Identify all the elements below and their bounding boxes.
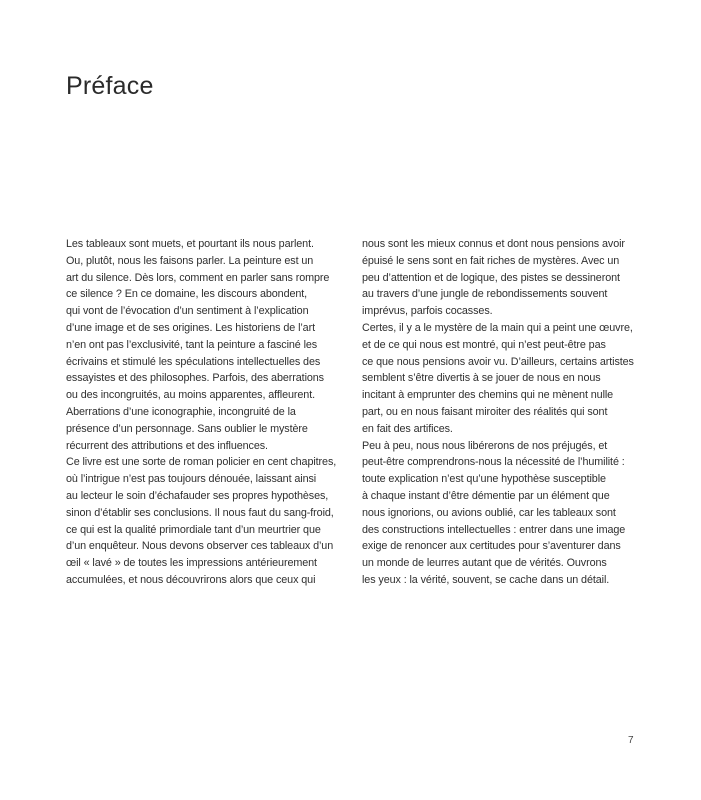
text-line: à chaque instant d’être démentie par un élément que [362, 489, 610, 502]
text-line: Ou, plutôt, nous les faisons parler. La peinture est un [66, 254, 314, 267]
text-column-left [66, 236, 356, 589]
page-number: 7 [628, 735, 634, 746]
text-line: un monde de leurres autant que de vérités. Ouvrons [362, 557, 607, 570]
text-line: accumulées, et nous découvrirons alors que ceux qui [66, 573, 316, 586]
text-line: écrivains et stimulé les spéculations intellectuelles des [66, 355, 321, 368]
text-line: ce silence ? En ce domaine, les discours abondent, [66, 288, 308, 301]
text-line: au travers d’une jungle de rebondissements souvent [362, 288, 608, 301]
text-line: essayistes et des philosophes. Parfois, des aberrations [66, 372, 324, 385]
text-line: où l’intrigue n’est pas toujours dénouée, laissant ainsi [66, 473, 317, 486]
text-line: n’en ont pas l’exclusivité, tant la peinture a fasciné les [66, 338, 318, 351]
text-line: ce qui est la qualité primordiale tant d’un meurtrier que [66, 523, 321, 536]
text-line: exige de renoncer aux certitudes pour s’aventurer dans [362, 540, 621, 553]
text-line: œil « lavé » de toutes les impressions antérieurement [66, 557, 317, 570]
text-line: art du silence. Dès lors, comment en parler sans rompre [66, 271, 330, 284]
text-line: au lecteur le soin d’échafauder ses propres hypothèses, [66, 489, 329, 502]
text-line: peu d’attention et de logique, des pistes se dessineront [362, 271, 620, 284]
text-line: imprévus, parfois cocasses. [362, 305, 493, 318]
text-line: part, ou en nous faisant miroiter des réalités qui sont [362, 405, 608, 418]
text-line: épuisé le sens sont en fait riches de mystères. Avec un [362, 254, 620, 267]
text-line: ce que nous pensions avoir vu. D’ailleurs, certains artistes [362, 355, 634, 368]
text-line: des constructions intellectuelles : entrer dans une image [362, 523, 626, 536]
text-line: semblent s’être divertis à se jouer de nous en nous [362, 372, 601, 385]
text-line: nous sont les mieux connus et dont nous pensions avoir [362, 238, 625, 250]
text-line: d’une image et de ses origines. Les historiens de l’art [66, 321, 315, 334]
text-line: nous ignorions, ou avions oublié, car les tableaux sont [362, 506, 616, 519]
text-line: récurrent des attributions et des influences. [66, 439, 268, 452]
text-line: ou des incongruités, au moins apparentes, affleurent. [66, 389, 315, 402]
text-line: les yeux : la vérité, souvent, se cache dans un détail. [362, 573, 610, 586]
text-column-right [362, 236, 652, 589]
text-line: Ce livre est une sorte de roman policier en cent chapitres, [66, 456, 337, 469]
text-line: qui vont de l’évocation d’un sentiment à l’explication [66, 305, 309, 318]
text-line: en fait des artifices. [362, 422, 453, 435]
text-line: d’un enquêteur. Nous devons observer ces tableaux d’un [66, 540, 334, 553]
text-line: sinon d’établir ses conclusions. Il nous faut du sang-froid, [66, 506, 334, 519]
text-line: Certes, il y a le mystère de la main qui a peint une œuvre, [362, 321, 633, 334]
text-line: Les tableaux sont muets, et pourtant ils nous parlent. [66, 238, 314, 250]
text-line: toute explication n’est qu’une hypothèse susceptible [362, 473, 606, 486]
text-line: Peu à peu, nous nous libérerons de nos préjugés, et [362, 439, 608, 452]
text-line: incitant à emprunter des chemins qui ne mènent nulle [362, 389, 614, 402]
page-title: Préface [66, 72, 154, 100]
text-line: présence d’un personnage. Sans oublier le mystère [66, 422, 308, 435]
text-line: et de ce qui nous est montré, qui n’est peut-être pas [362, 338, 606, 351]
text-line: Aberrations d’une iconographie, incongruité de la [66, 405, 296, 418]
text-line: peut-être comprendrons-nous la nécessité de l’humilité : [362, 456, 625, 469]
